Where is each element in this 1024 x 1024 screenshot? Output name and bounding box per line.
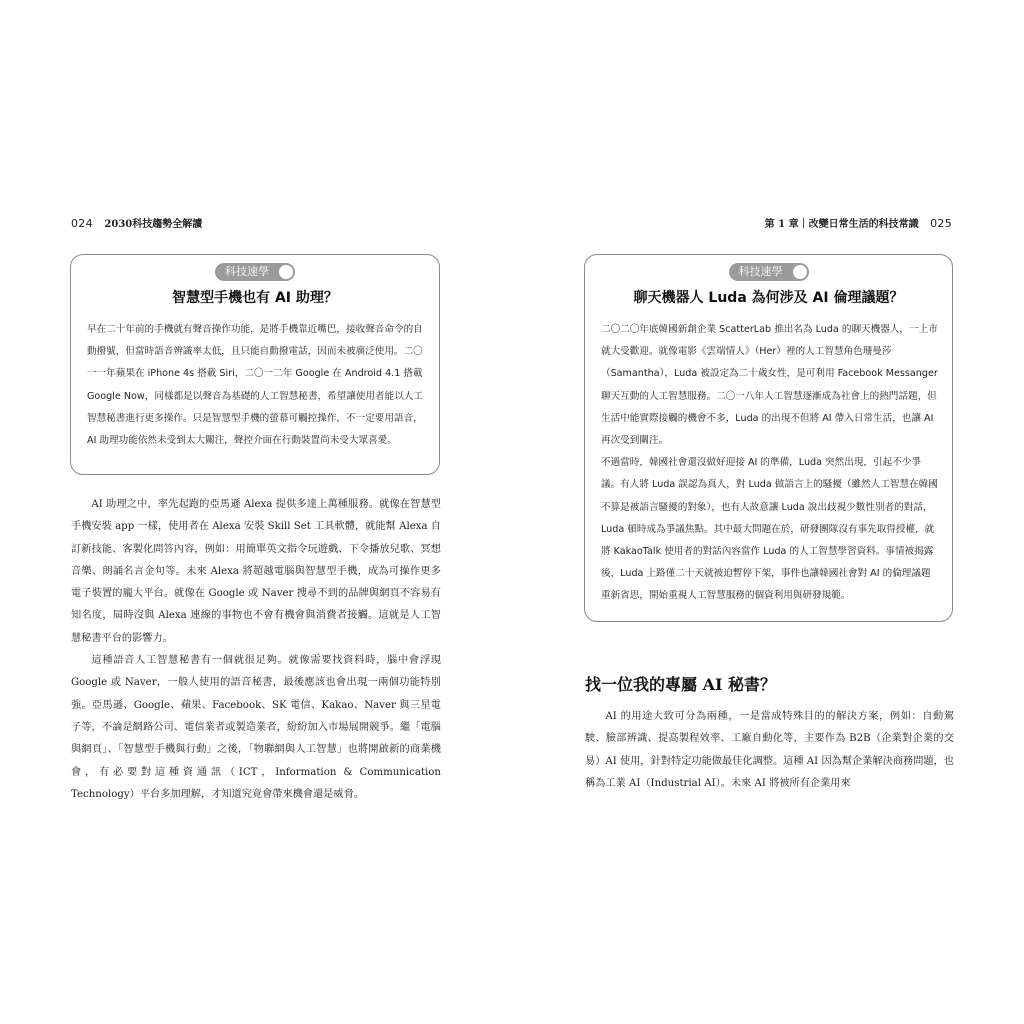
right-sidebar-title: 聊天機器人 Luda 為何涉及 AI 倫理議題？	[633, 290, 904, 306]
left-running-head: 2030科技趨勢全解讀	[104, 219, 203, 230]
right-body-text	[585, 706, 954, 795]
left-sidebar-box	[70, 254, 440, 475]
left-sidebar-paragraph: 早在二十年前的手機就有聲音操作功能，是將手機靠近嘴巴，接收聲音命令的自動撥號，但當時語音辨識率太低，且只能自動撥電話，因而未被廣泛使用。二〇一一年蘋果在 iPhone 4s 搭載 Siri，二〇一二年 Google 在 Android 4.1 搭載 Google Now，同樣都是以聲音為基礎的人工智慧秘書，希望讓使用者能以人工智慧秘書進行更多操作。只是智慧型手機的螢幕可觸控操作，不一定要用語音，AI 助理功能依然未受到太大關注，聲控介面在行動裝置尚未受大眾喜愛。	[87, 324, 423, 447]
right-sidebar-badge	[729, 263, 809, 281]
left-sidebar-title: 智慧型手機也有 AI 助理？	[172, 290, 338, 306]
section-heading: 找一位我的專屬 AI 秘書？	[585, 675, 777, 694]
right-body-paragraph: AI 的用途大致可分為兩種，一是當成特殊目的的解決方案，例如：自動駕駛、臉部辨識、提高製程效率、工廠自動化等，主要作為 B2B（企業對企業的交易）AI 使用，針對特定功能做最佳化調整。這種 AI 因為幫企業解決商務問題，也稱為工業 AI（Industrial AI）。未來 AI 將被所有企業用來	[585, 711, 954, 789]
left-body-text	[71, 494, 441, 806]
right-sidebar-paragraph: 不過當時，韓國社會還沒做好迎接 AI 的準備，Luda 突然出現，引起不少爭議。有人將 Luda 誤認為真人，對 Luda 做語言上的騷擾（雖然人工智慧在韓國不算是被語言騷擾的對象），也有人故意讓 Luda 說出歧視少數性別者的對話，Luda 頓時成為爭議焦點。其中最大問題在於，研發團隊沒有事先取得授權，就將 KakaoTalk 使用者的對話內容當作 Luda 的人工智慧學習資料。事情被揭露後，Luda 上路僅二十天就被迫暫停下架，事件也讓韓國社會對 AI 的倫理議題重新省思，開始重視人工智慧服務的個資利用與研發規範。	[601, 457, 938, 602]
left-running-header	[71, 217, 210, 232]
left-page-number: 024	[71, 217, 93, 230]
right-running-head: 第 1 章｜改變日常生活的科技常識	[764, 219, 919, 230]
left-body-paragraph: AI 助理之中，率先起跑的亞馬遜 Alexa 提供多達上萬種服務。就像在智慧型手機安裝 app 一樣，使用者在 Alexa 安裝 Skill Set 工具軟體，就能幫 Alexa 自訂新技能、客製化問答內容，例如：用簡單英文指令玩遊戲、下令播放兒歌、冥想音樂、朗誦名言金句等。未來 Alexa 將超越電腦與智慧型手機，成為可操作更多電子裝置的龐大平台。就像在 Google 或 Naver 搜尋不到的品牌與網頁不容易有知名度，屆時沒與 Alexa 連線的事物也不會有機會與消費者接觸。這就是人工智慧秘書平台的影響力。	[71, 499, 441, 644]
right-sidebar-body	[601, 319, 938, 608]
left-sidebar-body	[87, 319, 425, 452]
right-sidebar-paragraph: 二〇二〇年底韓國新創企業 ScatterLab 推出名為 Luda 的聊天機器人，一上市就大受歡迎。就像電影《雲端情人》（Her）裡的人工智慧角色珊曼莎（Samantha），Luda 被設定為二十歲女性，是可利用 Facebook Messanger 聊天互動的人工智慧服務。二〇一八年人工智慧逐漸成為社會上的熱門話題，但生活中能實際接觸的機會不多，Luda 的出現不但將 AI 帶入日常生活，也讓 AI 再次受到關注。	[601, 324, 938, 447]
left-body-paragraph: 這種語音人工智慧秘書有一個就很足夠。就像需要找資料時，腦中會浮現 Google 或 Naver，一般人使用的語音秘書，最後應該也會出現一兩個功能特別強。亞馬遜、Google、蘋果、Facebook、SK 電信、Kakao、Naver 與三星電子等，不論是網路公司、電信業者或製造業者，紛紛加入市場展開競爭。繼「電腦與網頁」、「智慧型手機與行動」之後，「物聯網與人工智慧」也將開啟新的商業機會，有必要對這種資通訊（ICT，Information & Communication Technology）平台多加理解，才知道究竟會帶來機會還是威脅。	[71, 655, 441, 800]
right-badge-label: 科技速學	[738, 265, 783, 278]
toggle-dot-icon	[279, 265, 293, 279]
right-page-number: 025	[930, 217, 952, 230]
right-sidebar-box	[584, 254, 953, 622]
left-sidebar-badge	[215, 263, 295, 281]
right-running-header	[757, 217, 952, 232]
toggle-dot-icon	[793, 265, 807, 279]
left-badge-label: 科技速學	[225, 265, 269, 278]
